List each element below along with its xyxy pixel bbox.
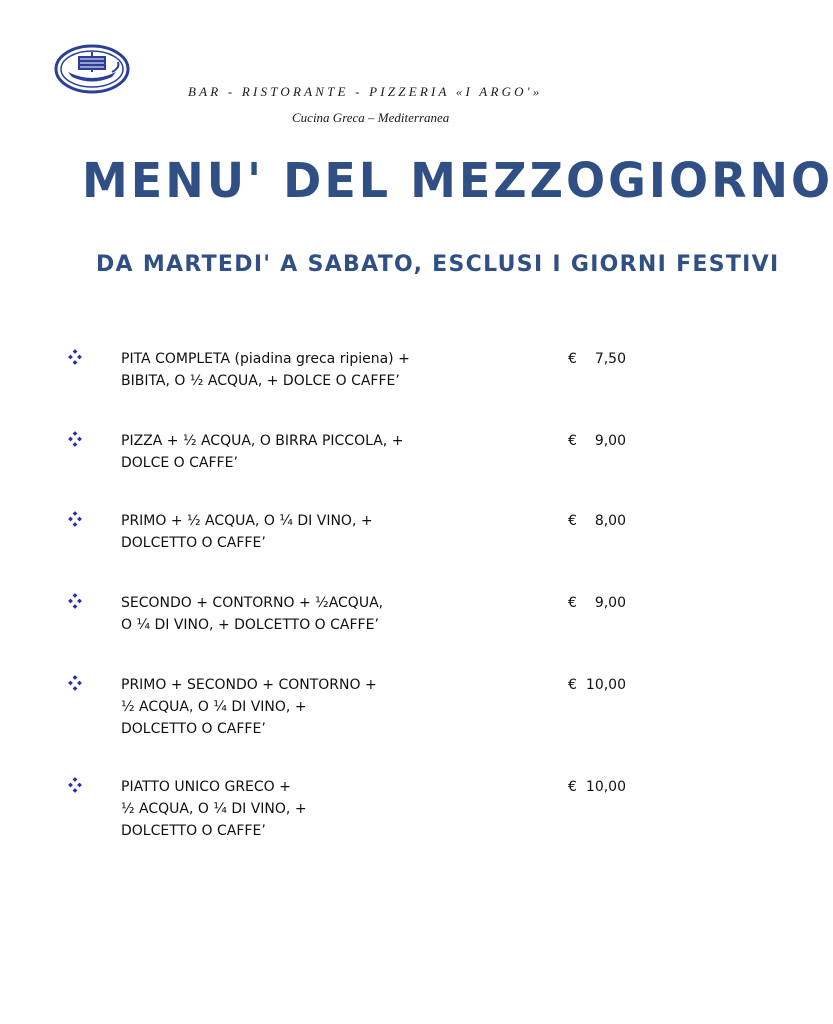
price-value: 10,00 [585,779,626,795]
ship-logo-icon [54,44,130,94]
menu-item-price [568,674,626,696]
menu-item-line: PRIMO + ½ ACQUA, O ¼ DI VINO, + [121,513,373,529]
menu-item-price [568,776,626,798]
menu-item-line: PIZZA + ½ ACQUA, O BIRRA PICCOLA, + [121,433,404,449]
menu-item-price [568,592,626,614]
menu-item-description [121,592,383,636]
menu-item-line: DOLCE O CAFFE’ [121,455,238,471]
price-value: 9,00 [594,433,626,449]
cuisine-subtitle: Cucina Greca – Mediterranea [292,110,450,125]
menu-item-description [121,348,410,392]
menu-item-line: DOLCETTO O CAFFE’ [121,535,266,551]
menu-item-description [121,430,403,474]
menu-subtitle: DA MARTEDI' A SABATO, ESCLUSI I GIORNI FESTIVI [96,252,780,277]
diamond-bullet-icon [68,512,82,526]
price-value: 9,00 [594,595,626,611]
diamond-bullet-icon [68,778,82,792]
currency-symbol: € [568,433,577,449]
menu-item-price [568,430,626,452]
menu-title: MENU' DEL MEZZOGIORNO [82,152,833,209]
menu-item-line: BIBITA, O ½ ACQUA, + DOLCE O CAFFE’ [121,373,400,389]
menu-item-line: O ¼ DI VINO, + DOLCETTO O CAFFE’ [121,617,379,633]
price-value: 10,00 [585,677,626,693]
currency-symbol: € [568,779,577,795]
menu-item-line: DOLCETTO O CAFFE’ [121,823,266,839]
diamond-bullet-icon [68,676,82,690]
currency-symbol: € [568,595,577,611]
diamond-bullet-icon [68,350,82,364]
menu-item-price [568,510,626,532]
menu-item-line: PRIMO + SECONDO + CONTORNO + [121,677,377,693]
menu-item-line: ½ ACQUA, O ¼ DI VINO, + [121,699,307,715]
menu-item-line: ½ ACQUA, O ¼ DI VINO, + [121,801,307,817]
menu-item-description [121,776,307,842]
menu-item-line: DOLCETTO O CAFFE’ [121,721,266,737]
menu-item-line: PITA COMPLETA (piadina greca ripiena) + [121,351,410,367]
price-value: 7,50 [594,351,626,367]
currency-symbol: € [568,677,577,693]
menu-item-description [121,510,373,554]
restaurant-name: BAR - RISTORANTE - PIZZERIA «I ARGO'» [188,84,543,99]
diamond-bullet-icon [68,432,82,446]
menu-item-line: PIATTO UNICO GRECO + [121,779,291,795]
currency-symbol: € [568,513,577,529]
currency-symbol: € [568,351,577,367]
menu-item-line: SECONDO + CONTORNO + ½ACQUA, [121,595,384,611]
price-value: 8,00 [594,513,626,529]
diamond-bullet-icon [68,594,82,608]
menu-item-price [568,348,626,370]
menu-item-description [121,674,377,740]
